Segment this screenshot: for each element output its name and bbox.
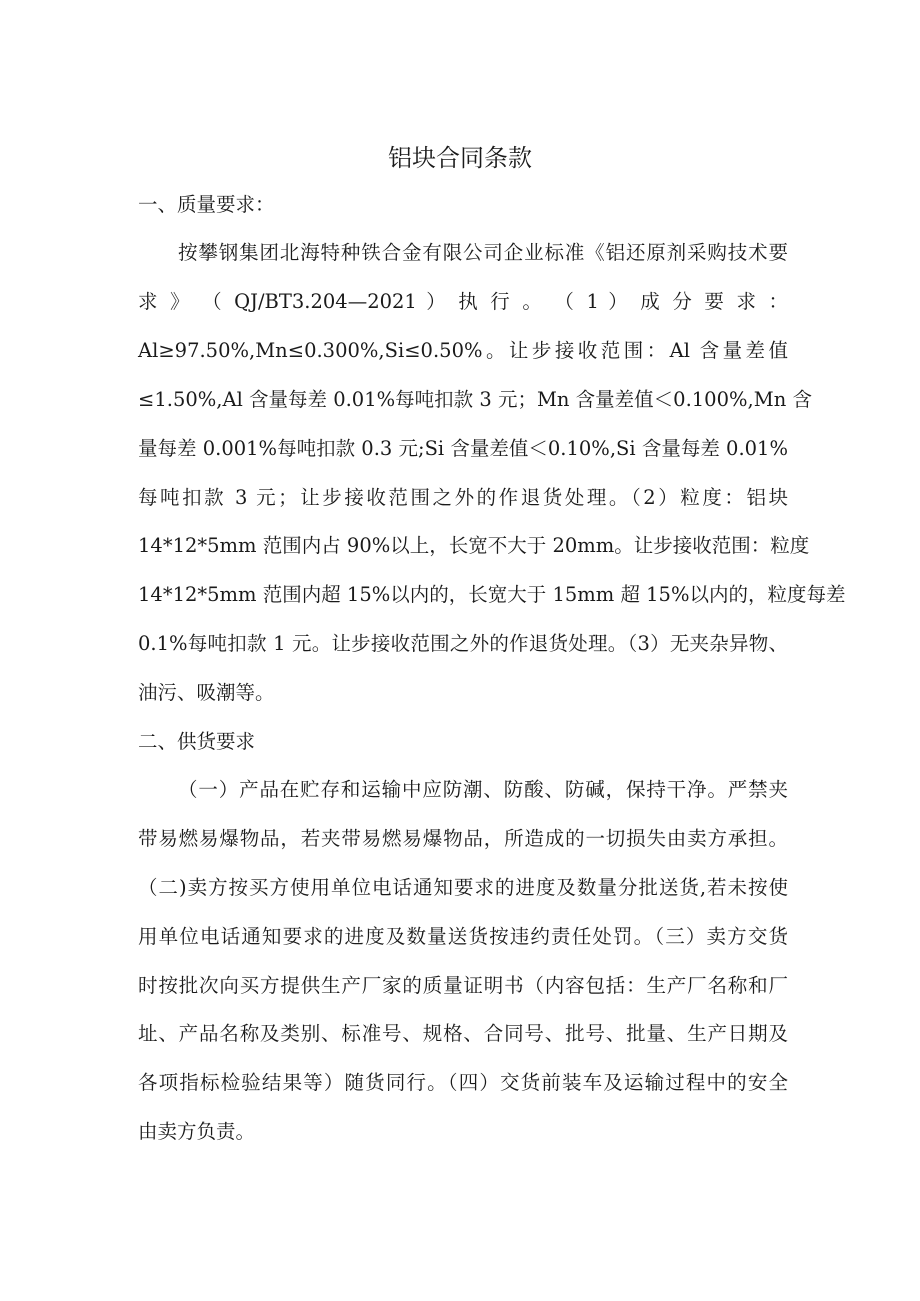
paragraph-line: ≤1.50%,Al 含量每差 0.01%每吨扣款 3 元；Mn 含量差值＜0.100%,Mn 含 (138, 388, 812, 411)
paragraph-line: （一）产品在贮存和运输中应防潮、防酸、防碱，保持干净。严禁夹 (178, 778, 788, 801)
document-title: 铝块合同条款 (388, 144, 532, 172)
paragraph-line: 址、产品名称及类别、标准号、规格、合同号、批号、批量、生产日期及 (138, 1022, 788, 1045)
section-heading-quality: 一、质量要求： (138, 193, 275, 216)
paragraph-line: 量每差 0.001%每吨扣款 0.3 元;Si 含量差值＜0.10%,Si 含量每差 0.01% (138, 437, 788, 460)
paragraph-line: 每吨扣款 3 元；让步接收范围之外的作退货处理。（2）粒度：铝块 (138, 486, 788, 509)
paragraph-line: （二)卖方按买方使用单位电话通知要求的进度及数量分批送货,若未按使 (138, 876, 788, 899)
paragraph-line: 按攀钢集团北海特种铁合金有限公司企业标准《铝还原剂采购技术要 (178, 241, 788, 264)
paragraph-line: 时按批次向买方提供生产厂家的质量证明书（内容包括：生产厂名称和厂 (138, 974, 788, 997)
paragraph-line: 0.1%每吨扣款 1 元。让步接收范围之外的作退货处理。（3）无夹杂异物、 (138, 632, 788, 655)
paragraph-line: 14*12*5mm 范围内超 15%以内的，长宽大于 15mm 超 15%以内的，粒度每差 (138, 583, 846, 606)
paragraph-line: 14*12*5mm 范围内占 90%以上，长宽不大于 20mm。让步接收范围：粒度 (138, 534, 810, 557)
paragraph-line: 用单位电话通知要求的进度及数量送货按违约责任处罚。（三）卖方交货 (138, 925, 788, 948)
paragraph-line: Al≥97.50%,Mn≤0.300%,Si≤0.50%。让步接收范围：Al 含量差值 (138, 339, 788, 362)
section-heading-supply: 二、供货要求 (138, 730, 256, 753)
paragraph-line: 各项指标检验结果等）随货同行。（四）交货前装车及运输过程中的安全 (138, 1071, 788, 1094)
paragraph-line: 油污、吸潮等。 (138, 681, 275, 704)
paragraph-line: 由卖方负责。 (138, 1120, 256, 1143)
paragraph-line: 求 》 （ QJ/BT3.204—2021 ） 执 行 。 （ 1 ） 成 分 要 求 ： (138, 290, 788, 313)
paragraph-line: 带易燃易爆物品，若夹带易燃易爆物品，所造成的一切损失由卖方承担。 (138, 827, 788, 850)
